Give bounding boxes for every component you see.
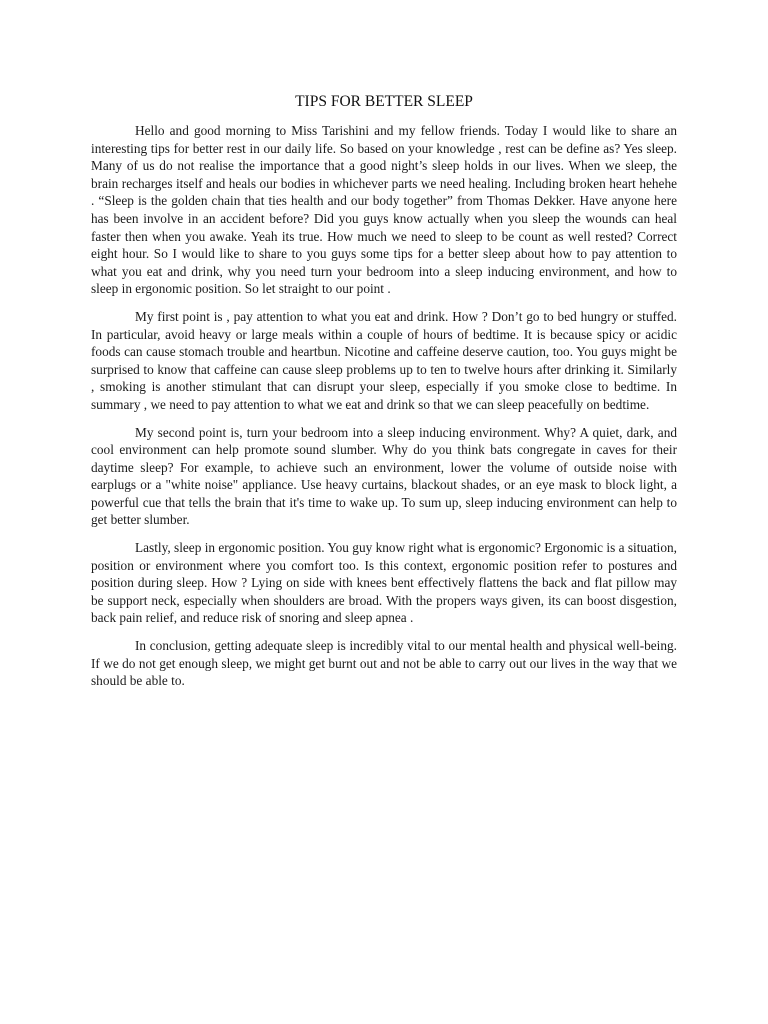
paragraph-third-point: Lastly, sleep in ergonomic position. You guy know right what is ergonomic? Ergonomic is a situation, position or environment where you comfort too. Is this context, ergonomic position refer to postures and position during sleep. How ? Lying on side with knees bent effectively flattens the back and flat pillow may be support neck, especially when shoulders are broad. With the propers ways given, its can boost disgestion, back pain relief, and reduce risk of snoring and sleep apnea .	[91, 540, 677, 626]
paragraph-conclusion: In conclusion, getting adequate sleep is incredibly vital to our mental health and physical well-being. If we do not get enough sleep, we might get burnt out and not be able to carry out our lives in the way that we should be able to.	[91, 638, 677, 689]
document-title: TIPS FOR BETTER SLEEP	[295, 93, 473, 110]
paragraph-second-point: My second point is, turn your bedroom into a sleep inducing environment. Why? A quiet, dark, and cool environment can help promote sound slumber. Why do you think bats congregate in caves for their daytime sleep? For example, to achieve such an environment, lower the volume of outside noise with earplugs or a "white noise" appliance. Use heavy curtains, blackout shades, or an eye mask to block light, a powerful cue that tells the brain that it's time to wake up. To sum up, sleep inducing environment can help to get better slumber.	[91, 424, 677, 528]
paragraph-introduction: Hello and good morning to Miss Tarishini and my fellow friends. Today I would like to share an interesting tips for better rest in our daily life. So based on your knowledge , rest can be define as? Yes sleep. Many of us do not realise the importance that a good night’s sleep holds in our lives. When we sleep, the brain recharges itself and heals our bodies in whichever parts we need healing. Including broken heart hehehe . “Sleep is the golden chain that ties health and our body together” from Thomas Dekker. Have anyone here has been involve in an accident before? Did you guys know actually when you sleep the wounds can heal faster then when you awake. Yeah its true. How much we need to sleep to be count as well rested? Correct eight hour. So I would like to share to you guys some tips for a better sleep about how to pay attention to what you eat and drink, why you need turn your bedroom into a sleep inducing environment, and how to sleep in ergonomic position. So let straight to our point .	[91, 123, 677, 297]
document-body	[91, 92, 677, 700]
paragraph-first-point: My first point is , pay attention to what you eat and drink. How ? Don’t go to bed hungry or stuffed. In particular, avoid heavy or large meals within a couple of hours of bedtime. It is because spicy or acidic foods can cause stomach trouble and heartbun. Nicotine and caffeine deserve caution, too. You guys might be surprised to know that caffeine can cause sleep problems up to ten to twelve hours after drinking it. Similarly , smoking is another stimulant that can disrupt your sleep, especially if you smoke close to bedtime. In summary , we need to pay attention to what we eat and drink so that we can sleep peacefully on bedtime.	[91, 308, 677, 412]
